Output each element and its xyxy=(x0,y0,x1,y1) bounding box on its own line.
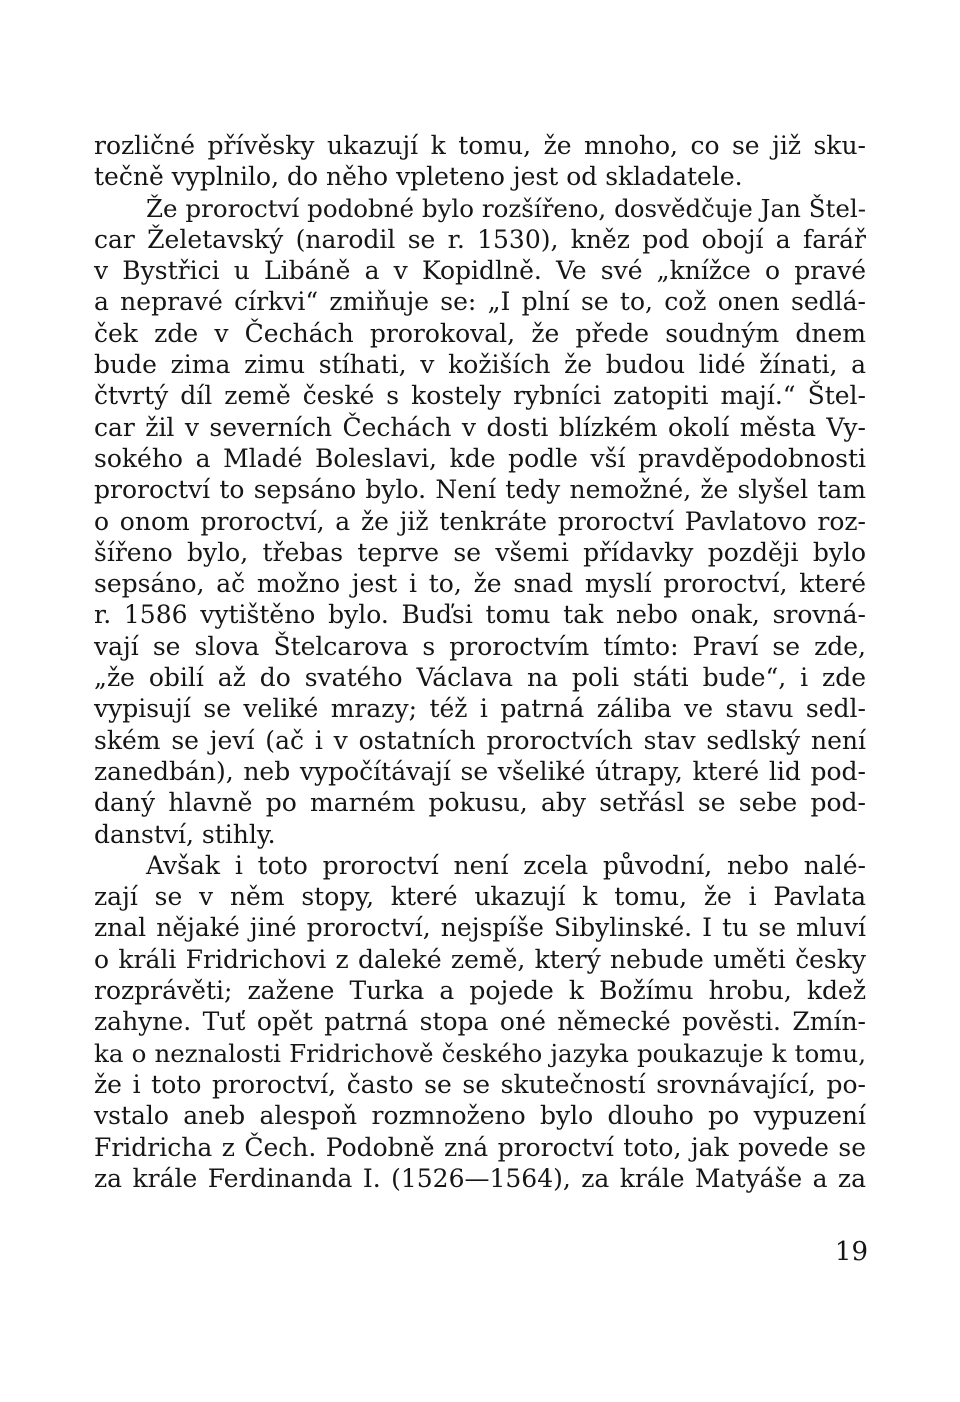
paragraph-start-line: Že proroctví podobné bylo rozšířeno, dosvědčuje Jan Štel- xyxy=(146,193,866,223)
text-line: že i toto proroctví, často se se skutečností srovnávající, po- xyxy=(94,1069,866,1099)
text-line: ském se jeví (ač i v ostatních proroctvích stav sedlský není xyxy=(94,725,866,755)
text-line: vstalo aneb alespoň rozmnoženo bylo dlouho po vypuzení xyxy=(94,1101,866,1131)
paragraph-start-line: Avšak i toto proroctví není zcela původní, nebo nalé- xyxy=(146,850,866,880)
text-line: car žil v severních Čechách v dosti blízkém okolí města Vy- xyxy=(94,412,866,442)
text-line: danství, stihly. xyxy=(94,819,276,849)
text-line: sokého a Mladé Boleslavi, kde podle vší pravděpodobnosti xyxy=(94,443,866,473)
text-line: rozličné přívěsky ukazují k tomu, že mnoho, co se již sku- xyxy=(94,131,866,160)
text-line: ček zde v Čechách prorokoval, že přede soudným dnem xyxy=(94,318,866,348)
text-line: zahyne. Tuť opět patrná stopa oné německé pověsti. Zmín- xyxy=(94,1007,866,1037)
text-line: šířeno bylo, třebas teprve se všemi přídavky později bylo xyxy=(94,537,866,567)
text-line: o onom proroctví, a že již tenkráte proroctví Pavlatovo roz- xyxy=(94,506,866,536)
text-line: v Bystřici u Libáně a v Kopidlně. Ve své „knížce o pravé xyxy=(94,256,866,286)
text-line: vypisují se veliké mrazy; též i patrná záliba ve stavu sedl- xyxy=(94,694,866,724)
text-line: zanedbán), neb vypočítávají se všeliké útrapy, které lid pod- xyxy=(94,756,866,786)
text-line: ka o neznalosti Fridrichově českého jazyka poukazuje k tomu, xyxy=(94,1038,866,1068)
text-line: rozprávěti; zažene Turka a pojede k Božímu hrobu, kdež xyxy=(94,976,866,1006)
text-line: car Želetavský (narodil se r. 1530), kněz pod obojí a farář xyxy=(94,224,866,254)
text-line: bude zima zimu stíhati, v kožiších že budou lidé žínati, a xyxy=(94,350,866,380)
text-line: sepsáno, ač možno jest i to, že snad myslí proroctví, které xyxy=(94,569,866,599)
text-line: znal nějaké jiné proroctví, nejspíše Sibylinské. I tu se mluví xyxy=(94,913,866,943)
text-line: tečně vyplnilo, do něho vpleteno jest od skladatele. xyxy=(94,162,743,192)
text-line: Fridricha z Čech. Podobně zná proroctví toto, jak povede se xyxy=(94,1132,866,1162)
text-line: vají se slova Štelcarova s proroctvím tímto: Praví se zde, xyxy=(94,631,866,661)
text-line: r. 1586 vytištěno bylo. Buďsi tomu tak nebo onak, srovná- xyxy=(94,600,866,630)
text-line: čtvrtý díl země české s kostely rybníci zatopiti mají.“ Štel- xyxy=(94,381,866,411)
text-line: za krále Ferdinanda I. (1526—1564), za krále Matyáše a za xyxy=(94,1163,866,1193)
text-line: a nepravé církvi“ zmiňuje se: „I plní se to, což onen sedlá- xyxy=(94,287,866,317)
text-line: zají se v něm stopy, které ukazují k tomu, že i Pavlata xyxy=(94,882,866,912)
text-line: „že obilí až do svatého Václava na poli státi bude“, i zde xyxy=(94,663,866,693)
text-line: proroctví to sepsáno bylo. Není tedy nemožné, že slyšel tam xyxy=(94,475,866,505)
text-line: daný hlavně po marném pokusu, aby setřásl se sebe pod- xyxy=(94,788,866,818)
body-text xyxy=(94,130,866,1194)
page-number: 19 xyxy=(834,1237,868,1267)
text-line: o králi Fridrichovi z daleké země, který nebude uměti česky xyxy=(94,944,866,974)
